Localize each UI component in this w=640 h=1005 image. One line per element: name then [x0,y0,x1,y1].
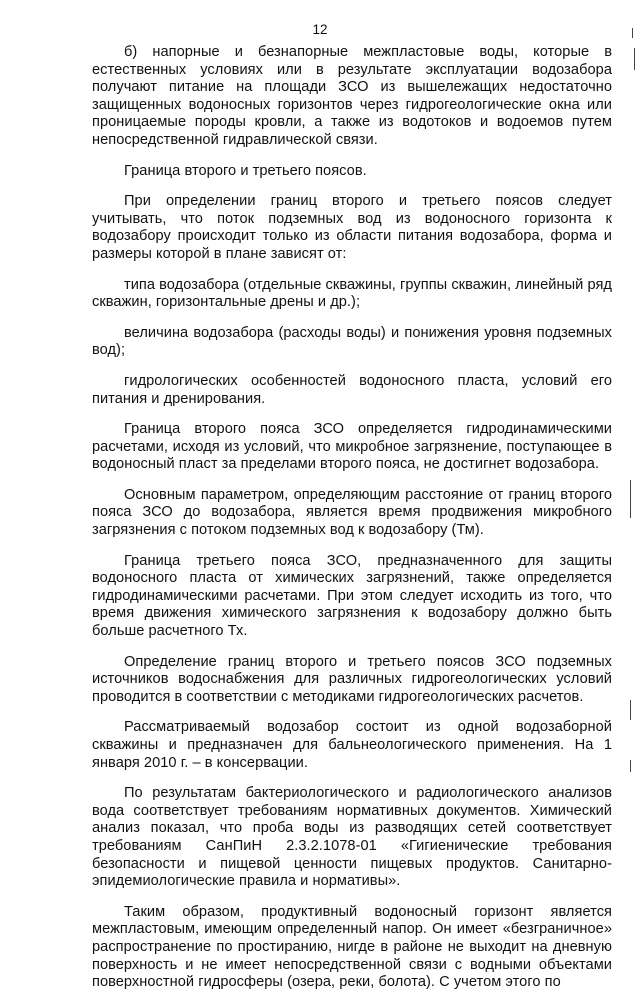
paragraph-methodology: Определение границ второго и третьего поясов ЗСО подземных источников водоснабжения для различных гидрогеологических условий проводится в соответствии с методиками гидрогеологических расчетов. [92,653,612,705]
scan-mark [630,700,631,720]
paragraph-main-parameter: Основным параметром, определяющим расстояние от границ второго пояса ЗСО до водозабора, является время продвижения микробного загрязнения с потоком подземных вод к водозабору (Тм). [92,486,612,539]
scan-mark [634,48,635,70]
paragraph-second-zone: Граница второго пояса ЗСО определяется гидродинамическими расчетами, исходя из условий, что микробное загрязнение, поступающее в водоносный пласт за пределами второго пояса, не достигнет водозабора. [92,421,612,473]
paragraph-water-analysis: По результатам бактериологического и радиологического анализов вода соответствует требованиям нормативных документов. Химический анализ показал, что проба воды из разводящих сетей соответствует требованиям СанПиН 2.3.2.1078-01 «Гигиенические требования безопасности и пищевой ценности пищевых продуктов. Санитарно-эпидемиологические правила и нормативы». [92,785,612,890]
section-heading: Граница второго и третьего поясов. [124,162,367,179]
paragraph-boundaries-intro: При определении границ второго и третьего поясов следует учитывать, что поток подземных вод из водоносного горизонта к водозабору происходит только из области питания водозабора, форма и размеры которой в плане зависят от: [92,193,612,262]
paragraph-aquifer-types: б) напорные и безнапорные межпластовые воды, которые в естественных условиях или в результате эксплуатации водозабора получают питание на площади ЗСО из вышележащих недостаточно защищенных водоносных горизонтов через гидрогеологические окна или проницаемые породы кровли, а также из водотоков и водоемов путем непосредственной гидравлической связи. [92,44,612,148]
list-item-intake-type: типа водозабора (отдельные скважины, группы скважин, линейный ряд скважин, горизонтальные дрены и др.); [92,276,612,311]
scan-mark [630,760,631,772]
scan-mark [632,28,633,38]
document-body [92,44,612,1005]
paragraph-third-zone: Граница третьего пояса ЗСО, предназначенного для защиты водоносного пласта от химических загрязнений, также определяется гидродинамическими расчетами. При этом следует исходить из того, что время движения химического загрязнения к водозабору должно быть больше расчетного Тх. [92,552,612,640]
list-item-hydrology: гидрологических особенностей водоносного пласта, условий его питания и дренирования. [92,372,612,407]
paragraph-intake-description: Рассматриваемый водозабор состоит из одной водозаборной скважины и предназначен для бальнеологического применения. На 1 января 2010 г. – в консервации. [92,719,612,771]
paragraph-conclusion: Таким образом, продуктивный водоносный горизонт является межпластовым, имеющим определенный напор. Он имеет «безграничное» распространение по простиранию, нигде в районе не выходит на дневную поверхность и не имеет непосредственной связи с водными объектами поверхностной гидросферы (озера, реки, болота). С учетом этого по [92,903,612,991]
page-number: 12 [312,22,328,37]
scan-mark [630,480,631,518]
list-item-intake-size: величина водозабора (расходы воды) и понижения уровня подземных вод); [92,324,612,359]
